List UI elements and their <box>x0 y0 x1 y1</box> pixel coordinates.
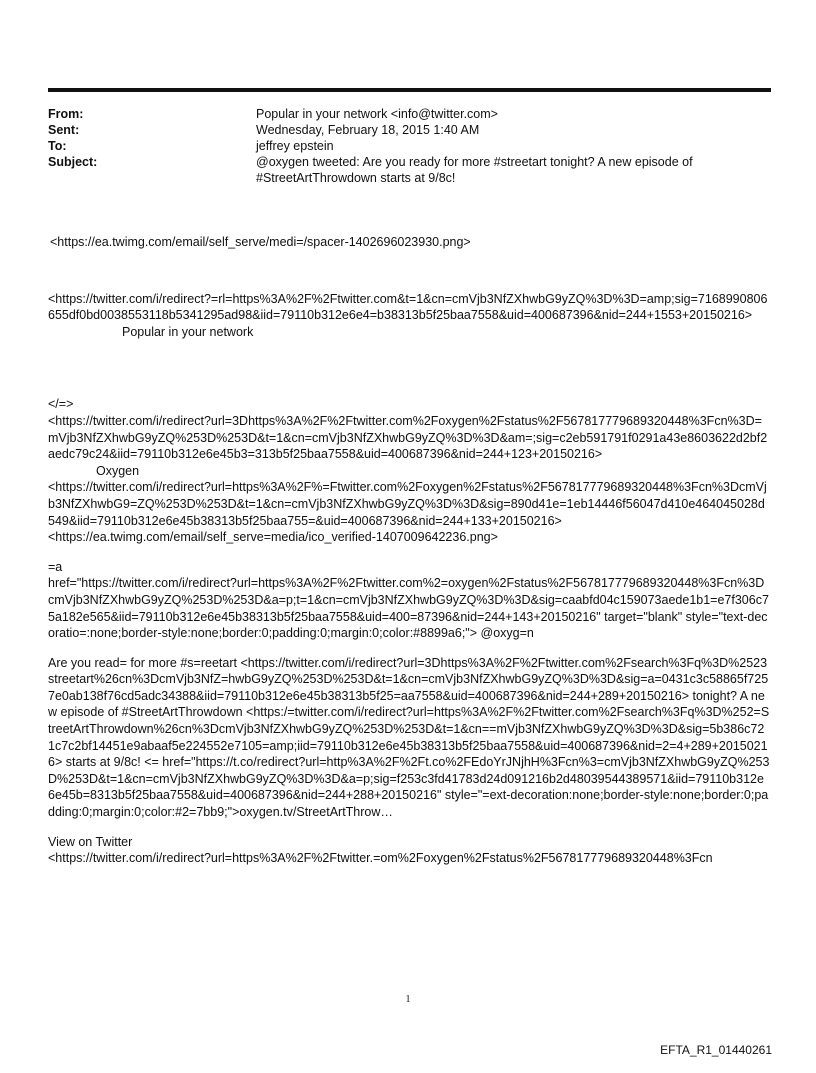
view-on-twitter-label[interactable]: View on Twitter <box>48 834 133 849</box>
popular-redirect-paragraph <box>48 291 770 341</box>
email-header <box>48 106 771 186</box>
popular-label: Popular in your network <box>122 324 254 339</box>
verified-icon-link: <https://ea.twimg.com/email/self_serve=media/ico_verified-1407009642236.png> <box>48 530 498 545</box>
sent-row <box>48 122 771 138</box>
subject-value: @oxygen tweeted: Are you ready for more #streetart tonight? A new episode of #StreetArtThrowdown starts at 9/8c! <box>256 155 693 185</box>
from-value: Popular in your network <info@twitter.com> <box>256 107 498 121</box>
redirect-link-2[interactable]: <https://twitter.com/i/redirect?url=3Dhttps%3A%2F%2Ftwitter.com%2Foxygen%2Fstatus%2F567817779689320448%3Fcn%3D=mVjb3NfZXhwbG9yZQ%253D%253D&t=1&cn=cmVjb3NfZXhwbG9yZQ%3D%3D&am=;sig=c2eb591791f0291a43e8603622d2bf2aedc79c24&iid=79110b312e6e45b3=313b5f25baa7558&uid=400687396&nid=244+123+20150216> <box>48 413 768 462</box>
header-divider <box>48 88 771 92</box>
redirect-link-1[interactable]: <https://twitter.com/i/redirect?=rl=https%3A%2F%2Ftwitter.com&t=1&cn=cmVjb3NfZXhwbG9yZQ%3D%3D=amp;sig=7168990806655df0bd0038553118b5341295ad98&iid=79110b312e6e4=b38313b5f25baa7558&uid=400687396&nid=244+1553+20150216> <box>48 291 768 323</box>
href-block: href="https://twitter.com/i/redirect?url=https%3A%2F%2Ftwitter.com%2=oxygen%2Fstatus%2F567817779689320448%3Fcn%3DcmVjb3NfZXhwbG9yZQ%253D%253D&a=p;t=1&cn=cmVjb3NfZXhwbG9yZQ%3D%3D&sig=caabfd04c159073aede1b1=e7f306c75a182e565&iid=79110b312e6e45b38313b5f25baa7558&uid=400=87396&nid=244+143+20150216" target="blank" style="text-decoratio=:none;border-style:none;border:0;padding:0;margin:0;color:#8899a6;"> @oxyg=n <box>48 576 769 641</box>
sent-label: Sent: <box>48 123 80 137</box>
oxygen-name: Oxygen <box>96 463 140 478</box>
email-body <box>48 234 770 867</box>
redirect-link-3[interactable]: <https://twitter.com/i/redirect?url=https%3A%2F%=Ftwitter.com%2Foxygen%2Fstatus%2F567817779689320448%3Fcn%3DcmVjb3NfZXhwbG9=ZQ%253D%253D&t=1&cn=cmVjb3NfZXhwbG9yZQ%3D%3D&sig=890d41e=1eb14446f56047d410e464045028d549&iid=79110b312e6e45b38313b5f25baa755=&uid=400687396&nid=244+133+20150216> <box>48 480 767 528</box>
subject-label: Subject: <box>48 155 98 169</box>
sent-value: Wednesday, February 18, 2015 1:40 AM <box>256 123 480 137</box>
subject-row <box>48 154 771 186</box>
spacer-image-link: <https://ea.twimg.com/email/self_serve/medi=/spacer-1402696023930.png> <box>50 235 471 249</box>
document-id: EFTA_R1_01440261 <box>660 1043 772 1057</box>
tag-close: </=> <box>48 397 74 412</box>
tweet-text-block: Are you read= for more #s=reetart <https://twitter.com/i/redirect?url=3Dhttps%3A%2F%2Ftwitter.com%2Fsearch%3Fq%3D%2523streetart%26cn%3DcmVjb3NfZ=hwbG9yZQ%253D%253D&t=1&cn=cmVjb3NfZXhwbG9yZQ%3D%3D&sig=a=0431c3c58865f7257e0ab138f76cd5adc34388&iid=79110b312e6e45b38313b5f25=aa7558&uid=400687396&nid=244+289+20150216> tonight? A new episode of #StreetArtThrowdown <https:/=twitter.com/i/redirect?url=https%3A%2F%2Ftwitter.com%2Fsearch%3Fq%3D%252=StreetArtThrowdown%26cn%3DcmVjb3NfZXhwbG9yZQ%253D%253D&t=1&cn==mVjb3NfZXhwbG9yZQ%3D%3D&sig=5b386c721c7c2bf14451e9abaaf5e224552e7105=amp;iid=79110b312e6e45b38313b5f25baa7558&uid=400687396&nid=2=4+289+20150216> starts at 9/8c! <= href="https://t.co/redirect?url=http%3A%2F%2Ft.co%2FEdoYrJNjhH%3Fcn%3=cmVjb3NfZXhwbG9yZQ%253D%253D&t=1&cn=cmVjb3NfZXhwbG9yZQ%3D%3D&a=p;sig=f253c3fd41783d24d091216b2d48039544389571&iid=79110b312e6e45b=8313b5f25baa7558&uid=400687396&nid=244+288+20150216" style="=ext-decoration:none;border-style:none;border:0;padding:0;margin:0;color:#2=7bb9;">oxygen.tv/StreetArtThrow… <box>48 655 770 820</box>
to-value: jeffrey epstein <box>256 139 334 153</box>
redirect-link-last[interactable]: <https://twitter.com/i/redirect?url=https%3A%2F%2Ftwitter.=om%2Foxygen%2Fstatus%2F567817779689320448%3Fcn <box>48 851 713 866</box>
page-number: 1 <box>405 994 411 1005</box>
from-label: From: <box>48 107 84 121</box>
to-label: To: <box>48 139 67 153</box>
from-row <box>48 106 771 122</box>
to-row <box>48 138 771 154</box>
eq-a-fragment: =a <box>48 559 63 574</box>
